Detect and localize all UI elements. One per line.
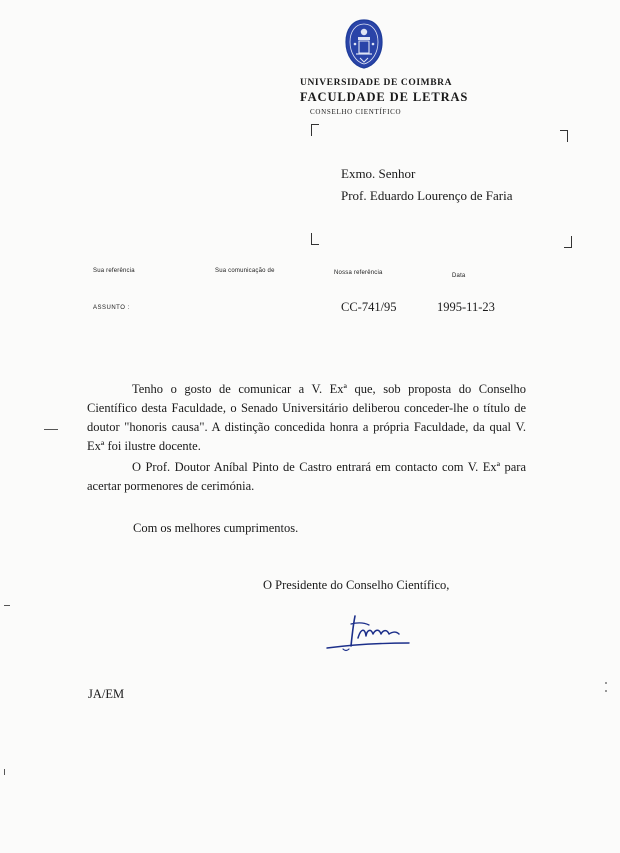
- address-corner-bottom-right: [564, 236, 572, 248]
- label-date: Data: [452, 273, 466, 279]
- date-value: 1995-11-23: [437, 300, 495, 314]
- typist-initials: JA/EM: [88, 687, 125, 701]
- university-name: UNIVERSIDADE DE COIMBRA: [300, 78, 453, 88]
- letterhead: [300, 78, 468, 116]
- scan-mark: [4, 605, 10, 606]
- scan-mark: [44, 429, 58, 430]
- address-corner-bottom-left: [311, 233, 319, 245]
- signature-icon: [325, 612, 421, 654]
- letter-body: [87, 380, 526, 496]
- label-subject: ASSUNTO :: [93, 305, 130, 311]
- address-corner-top-left: [311, 124, 319, 136]
- university-crest-icon: [344, 18, 384, 70]
- scan-dot: [605, 690, 607, 692]
- label-your-reference: Sua referência: [93, 268, 135, 274]
- our-reference-value: CC-741/95: [341, 300, 397, 314]
- scan-mark: [4, 769, 5, 775]
- greeting: Com os melhores cumprimentos.: [133, 521, 299, 535]
- council-name: CONSELHO CIENTÍFICO: [310, 108, 402, 116]
- closing-title: O Presidente do Conselho Científico,: [263, 578, 450, 592]
- faculty-name: FACULDADE DE LETRAS: [300, 90, 469, 104]
- body-paragraph-1: Tenho o gosto de comunicar a V. Exª que, sob proposta do Conselho Científico desta Faculdade, o Senado Universitário deliberou conceder-lhe o título de doutor "honoris causa". A distinção concedida honra a própria Faculdade, da qual V. Exª foi ilustre docente.: [87, 382, 526, 453]
- recipient-salutation: Exmo. Senhor: [341, 166, 416, 181]
- scan-dot: [605, 682, 607, 684]
- label-your-communication: Sua comunicação de: [215, 268, 275, 274]
- address-corner-top-right: [560, 130, 568, 142]
- body-paragraph-2: O Prof. Doutor Aníbal Pinto de Castro entrará em contacto com V. Exª para acertar pormenores de cerimónia.: [87, 460, 526, 493]
- recipient-name: Prof. Eduardo Lourenço de Faria: [341, 188, 513, 203]
- label-our-reference: Nossa referência: [334, 270, 383, 276]
